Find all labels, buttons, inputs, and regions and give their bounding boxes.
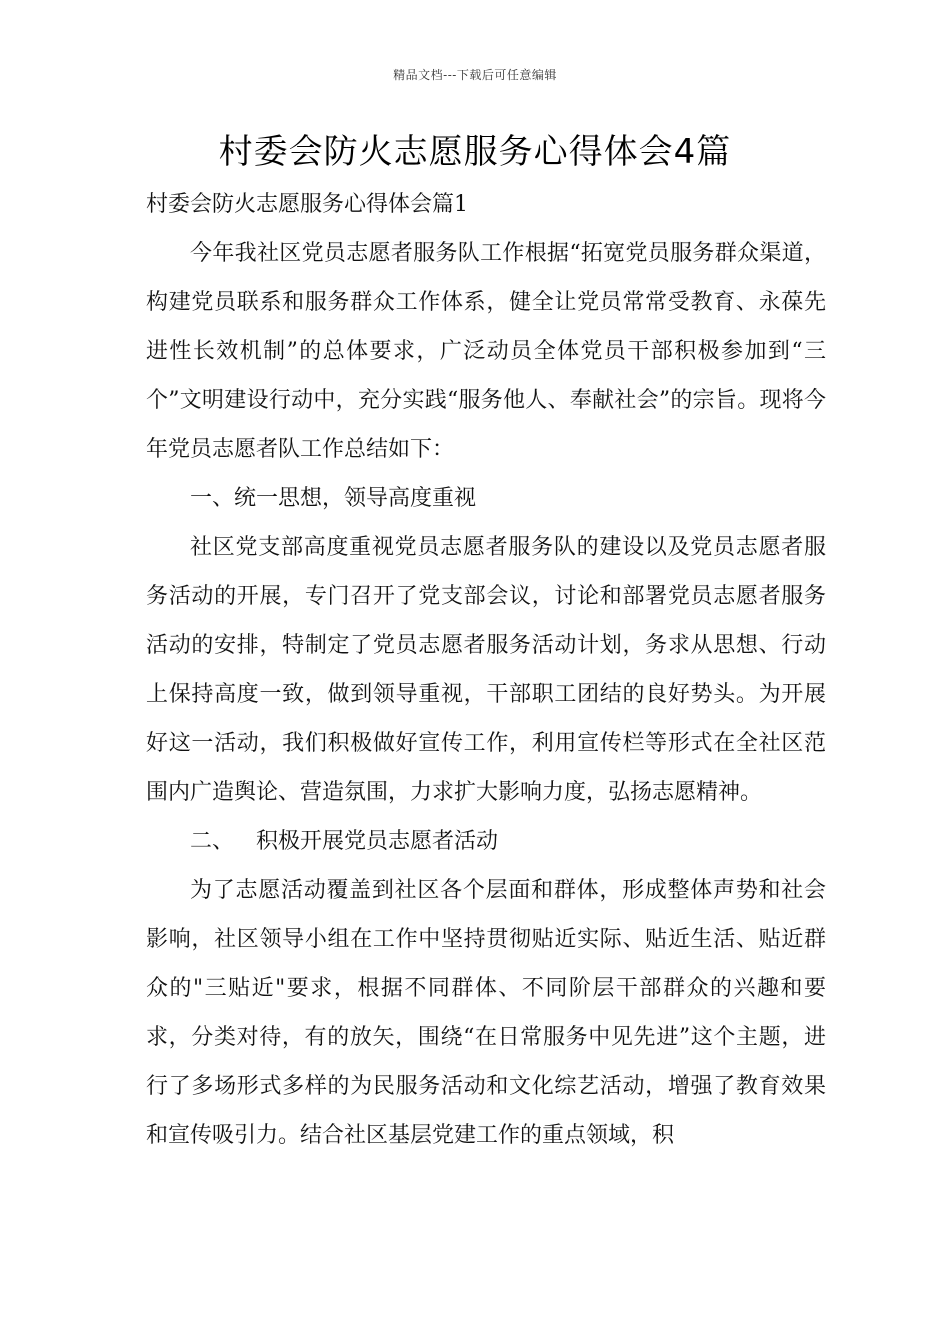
document-title: 村委会防火志愿服务心得体会4篇	[218, 132, 732, 172]
document-body	[146, 180, 826, 1160]
paragraph-intro: 今年我社区党员志愿者服务队工作根据“拓宽党员服务群众渠道，构建党员联系和服务群众工作体系，健全让党员常常受教育、永葆先进性长效机制”的总体要求，广泛动员全体党员干部积极参加到“三个”文明建设行动中，充分实践“服务他人、奉献社会”的宗旨。现将今年党员志愿者队工作总结如下：	[146, 241, 826, 462]
heading-number: 二、	[190, 829, 235, 854]
paragraph-leadership: 社区党支部高度重视党员志愿者服务队的建设以及党员志愿者服务活动的开展，专门召开了党支部会议，讨论和部署党员志愿者服务活动的安排，特制定了党员志愿者服务活动计划，务求从思想、行动上保持高度一致，做到领导重视，干部职工团结的良好势头。为开展好这一活动，我们积极做好宣传工作，利用宣传栏等形式在全社区范围内广造舆论、营造氛围，力求扩大影响力度，弘扬志愿精神。	[146, 535, 826, 805]
heading-text: 积极开展党员志愿者活动	[256, 829, 499, 854]
heading-volunteer-activities	[146, 817, 826, 866]
section-title: 村委会防火志愿服务心得体会篇1	[146, 192, 468, 217]
paragraph-activities: 为了志愿活动覆盖到社区各个层面和群体，形成整体声势和社会影响，社区领导小组在工作中坚持贯彻贴近实际、贴近生活、贴近群众的"三贴近"要求，根据不同群体、不同阶层干部群众的兴趣和要求，分类对待，有的放矢，围绕“在日常服务中见先进”这个主题，进行了多场形式多样的为民服务活动和文化综艺活动，增强了教育效果和宣传吸引力。结合社区基层党建工作的重点领域，积	[146, 878, 826, 1148]
heading-unify-thinking: 一、统一思想，领导高度重视	[190, 486, 477, 511]
header-note: 精品文档---下载后可任意编辑	[393, 68, 557, 82]
